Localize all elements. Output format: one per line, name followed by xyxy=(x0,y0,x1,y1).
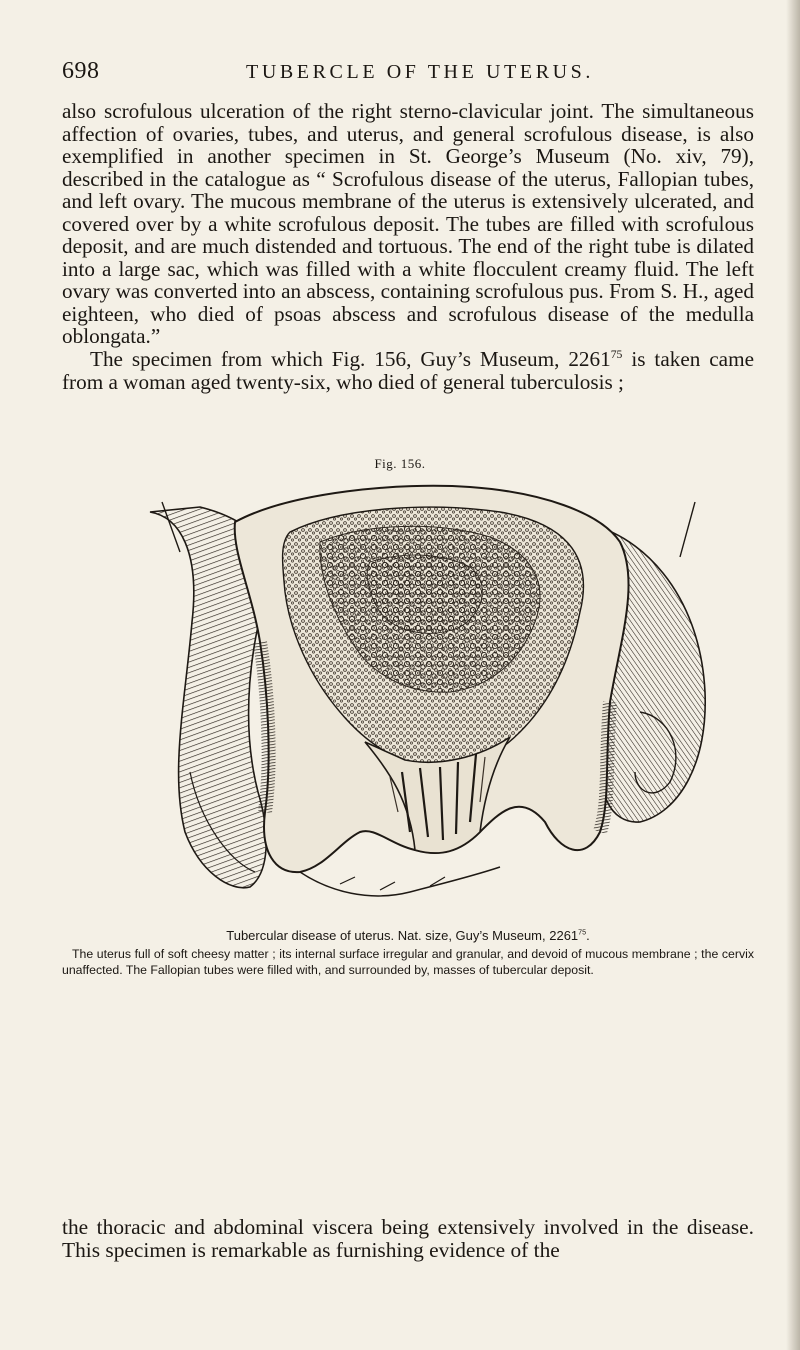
page-number: 698 xyxy=(62,58,100,84)
figure-label: Fig. 156. xyxy=(374,456,426,471)
paragraph-2-rest: is taken came from a woman aged twenty-six, who died of general tuberculosis ; xyxy=(62,347,754,394)
running-head xyxy=(62,58,752,88)
uterus-engraving xyxy=(140,472,720,912)
caption-title-end: . xyxy=(586,928,590,943)
continuation-text: the thoracic and abdominal viscera being extensively involved in the disease. This specimen is remarkable as furnishing evidence of the xyxy=(62,1215,754,1262)
specimen-ref-superscript: 75 xyxy=(610,347,623,361)
caption-title-text: Tubercular disease of uterus. Nat. size, Guy’s Museum, 2261 xyxy=(226,928,579,943)
paragraph-1: also scrofulous ulceration of the right sterno-clavicular joint. The simultaneous affection of ovaries, tubes, and uterus, and general scrofulous disease, is also exemplified in another specimen in St. George’s Museum (No. xiv, 79), described in the catalogue as “ Scrofulous disease of the uterus, Fallopian tubes, and left ovary. The mucous membrane of the uterus is extensively ulcerated, and covered over by a white scrofulous deposit. The tubes are filled with scrofulous deposit, and are much distended and tortuous. The end of the right tube is dilated into a large sac, which was filled with a white flocculent creamy fluid. The left ovary was converted into an abscess, containing scrofulous pus. From S. H., aged eighteen, who died of psoas abscess and scrofulous disease of the medulla oblongata.” xyxy=(62,99,754,349)
lower-cut-edge xyxy=(300,867,500,896)
caption-ref-superscript: 75 xyxy=(578,928,587,937)
figure-caption-title xyxy=(62,928,754,943)
body-text xyxy=(62,100,754,393)
continuation-paragraph xyxy=(62,1216,754,1261)
running-title: TUBERCLE OF THE UTERUS. xyxy=(246,61,594,83)
page-edge-shadow xyxy=(786,0,800,1350)
paragraph-2 xyxy=(62,348,754,393)
figure-caption-body: The uterus full of soft cheesy matter ; its internal surface irregular and granular, and devoid of mucous membrane ; the cervix unaffected. The Fallopian tubes were filled with, and surrounded by, masses of tubercular deposit. xyxy=(62,947,754,977)
paragraph-2-text: The specimen from which Fig. 156, Guy’s Museum, 2261 xyxy=(90,347,611,372)
